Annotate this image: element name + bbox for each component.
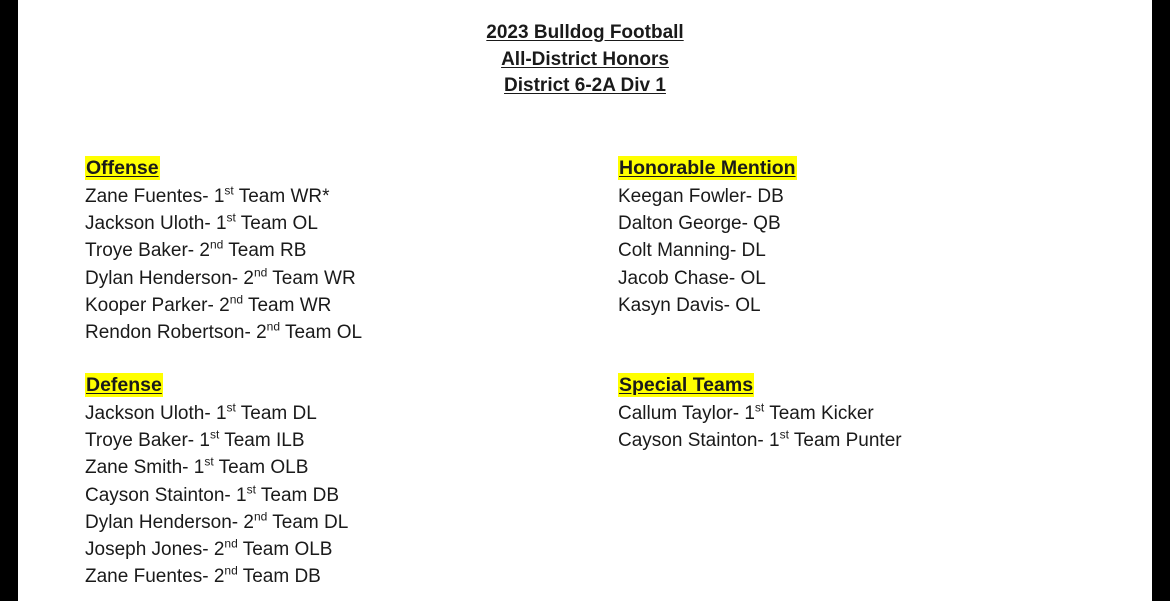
special-teams-section <box>618 373 902 454</box>
title-line-1: 2023 Bulldog Football <box>486 22 684 43</box>
list-item <box>85 427 348 454</box>
team-position: Team WR <box>267 267 356 289</box>
team-position: Team DL <box>235 403 317 424</box>
player-name: Rendon Robertson- 2 <box>85 322 267 344</box>
special-teams-heading: Special Teams <box>619 374 754 396</box>
ordinal-suffix: nd <box>253 509 268 524</box>
list-item <box>85 265 362 292</box>
team-position: Team Kicker <box>764 403 874 424</box>
player-name: Cayson Stainton- 1 <box>85 484 247 506</box>
defense-list <box>85 400 348 590</box>
title-block <box>18 20 1152 100</box>
list-item <box>85 237 362 264</box>
list-item <box>85 536 348 563</box>
player-name: Dylan Henderson- 2 <box>85 511 254 533</box>
team-position: Team OL <box>235 213 318 235</box>
team-position: Team WR* <box>233 186 330 207</box>
document-page <box>18 0 1152 601</box>
ordinal-suffix: nd <box>266 319 281 334</box>
ordinal-suffix: st <box>779 427 789 442</box>
player-name: Cayson Stainton- 1 <box>618 430 780 452</box>
list-item <box>85 454 348 481</box>
list-item <box>618 427 902 454</box>
ordinal-suffix: st <box>226 210 236 225</box>
player-name: Callum Taylor- 1 <box>618 403 755 424</box>
team-position: Team Punter <box>788 430 902 452</box>
player-name: Kooper Parker- 2 <box>85 294 230 316</box>
offense-section <box>85 156 362 346</box>
player-name: Jackson Uloth- 1 <box>85 403 227 424</box>
team-position: Team OLB <box>237 539 333 561</box>
player-name: Zane Fuentes- 1 <box>85 186 225 207</box>
offense-list <box>85 183 362 346</box>
honorable-mention-list <box>618 183 797 319</box>
player-name: Jackson Uloth- 1 <box>85 213 227 235</box>
title-line-2: All-District Honors <box>501 48 669 70</box>
player-name: Dylan Henderson- 2 <box>85 267 254 289</box>
team-position: Team DB <box>255 484 340 506</box>
list-item <box>85 292 362 319</box>
player-name: Zane Fuentes- 2 <box>85 566 225 588</box>
ordinal-suffix: st <box>246 482 256 497</box>
ordinal-suffix: nd <box>224 536 238 551</box>
list-item: Dalton George- QB <box>618 213 781 235</box>
player-name: Troye Baker- 1 <box>85 430 210 452</box>
honorable-mention-heading: Honorable Mention <box>619 157 796 179</box>
title-line-3: District 6-2A Div 1 <box>504 75 666 96</box>
offense-heading: Offense <box>86 157 159 179</box>
team-position: Team OL <box>280 322 363 344</box>
honorable-mention-section <box>618 156 797 319</box>
list-item <box>85 183 362 210</box>
player-name: Troye Baker- 2 <box>85 240 210 262</box>
ordinal-suffix: nd <box>253 265 268 280</box>
ordinal-suffix: st <box>754 400 765 415</box>
special-teams-list <box>618 400 902 454</box>
defense-heading: Defense <box>86 374 162 396</box>
list-item <box>85 210 362 237</box>
defense-section <box>85 373 348 590</box>
ordinal-suffix: nd <box>224 563 238 578</box>
team-position: Team RB <box>223 240 307 262</box>
list-item <box>618 400 902 427</box>
team-position: Team DB <box>237 566 321 588</box>
ordinal-suffix: st <box>224 183 234 198</box>
list-item: Colt Manning- DL <box>618 240 766 262</box>
ordinal-suffix: st <box>204 455 214 470</box>
team-position: Team DL <box>267 511 349 533</box>
list-item <box>85 509 348 536</box>
ordinal-suffix: nd <box>229 292 244 307</box>
ordinal-suffix: st <box>209 427 220 442</box>
list-item: Kasyn Davis- OL <box>618 294 761 316</box>
list-item: Jacob Chase- OL <box>618 267 766 289</box>
list-item <box>85 400 348 427</box>
list-item: Keegan Fowler- DB <box>618 186 784 207</box>
ordinal-suffix: nd <box>209 238 224 253</box>
team-position: Team OLB <box>213 457 309 479</box>
team-position: Team WR <box>243 294 332 316</box>
list-item <box>85 563 348 590</box>
list-item <box>85 319 362 346</box>
list-item <box>85 482 348 509</box>
team-position: Team ILB <box>219 430 305 452</box>
player-name: Zane Smith- 1 <box>85 457 205 479</box>
ordinal-suffix: st <box>226 400 236 415</box>
player-name: Joseph Jones- 2 <box>85 539 225 561</box>
